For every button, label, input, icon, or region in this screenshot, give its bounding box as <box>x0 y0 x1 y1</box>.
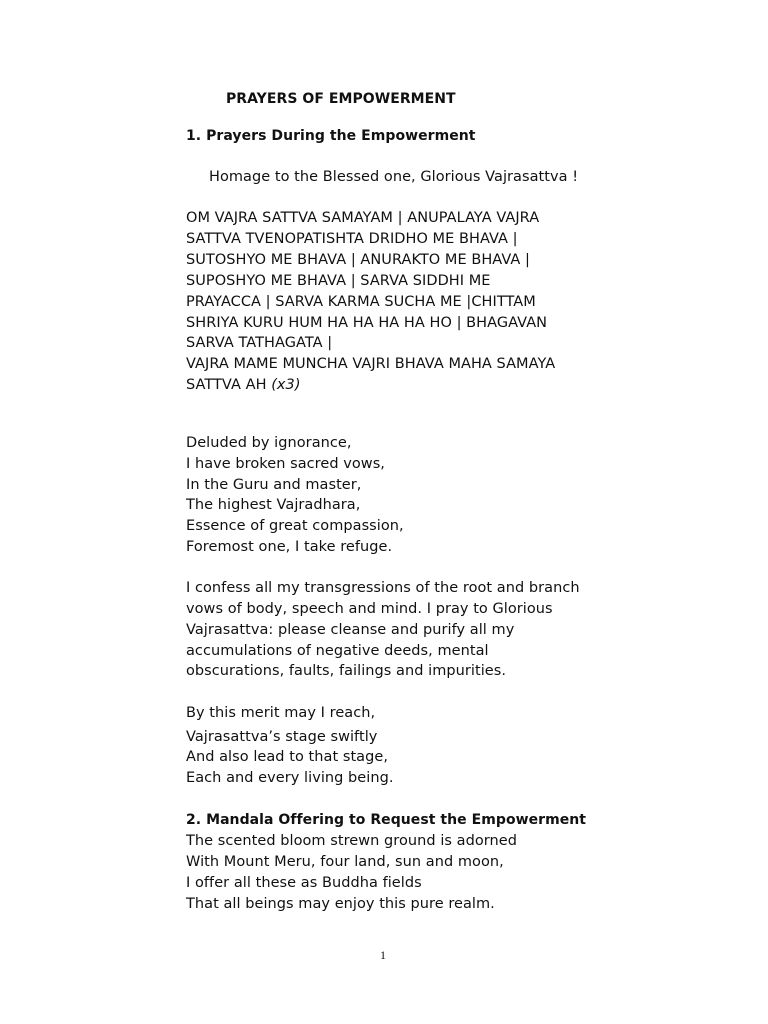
dedication-line: And also lead to that stage, <box>186 749 388 765</box>
section-2-heading: 2. Mandala Offering to Request the Empowerment <box>186 812 587 828</box>
dedication-line: By this merit may I reach, <box>186 705 376 721</box>
mantra-line: SARVA TATHAGATA | <box>186 335 333 351</box>
refuge-verse-line: Foremost one, I take refuge. <box>186 539 393 555</box>
refuge-verse-line: In the Guru and master, <box>186 477 362 493</box>
confession-line: obscurations, faults, failings and impurities. <box>186 663 507 679</box>
dedication-line: Vajrasattva’s stage swiftly <box>186 729 378 745</box>
mantra-line: VAJRA MAME MUNCHA VAJRI BHAVA MAHA SAMAYA <box>186 356 556 372</box>
mantra-line: PRAYACCA | SARVA KARMA SUCHA ME |CHITTAM <box>186 294 536 310</box>
mantra-repeat-count: (x3) <box>271 377 301 393</box>
mantra-line: SHRIYA KURU HUM HA HA HA HA HO | BHAGAVAN <box>186 315 548 331</box>
mandala-offering-line: With Mount Meru, four land, sun and moon, <box>186 854 504 870</box>
mantra-line: SATTVA TVENOPATISHTA DRIDHO ME BHAVA | <box>186 231 518 247</box>
dedication-line: Each and every living being. <box>186 770 394 786</box>
refuge-verse-line: Essence of great compassion, <box>186 518 404 534</box>
section-1-heading: 1. Prayers During the Empowerment <box>186 128 476 144</box>
document-title: PRAYERS OF EMPOWERMENT <box>226 91 456 107</box>
homage-line: Homage to the Blessed one, Glorious Vajrasattva ! <box>209 169 579 185</box>
refuge-verse-line: The highest Vajradhara, <box>186 497 361 513</box>
mantra-last-text: SATTVA AH <box>186 377 267 393</box>
mantra-line: SUTOSHYO ME BHAVA | ANURAKTO ME BHAVA | <box>186 252 530 268</box>
mandala-offering-line: The scented bloom strewn ground is adorned <box>186 833 517 849</box>
confession-line: I confess all my transgressions of the root and branch <box>186 580 580 596</box>
mantra-last-line <box>186 375 301 395</box>
confession-line: Vajrasattva: please cleanse and purify all my <box>186 622 515 638</box>
mandala-offering-line: That all beings may enjoy this pure realm. <box>186 896 495 912</box>
confession-line: accumulations of negative deeds, mental <box>186 643 489 659</box>
page-number: 1 <box>380 948 386 962</box>
mantra-line: SUPOSHYO ME BHAVA | SARVA SIDDHI ME <box>186 273 491 289</box>
refuge-verse-line: Deluded by ignorance, <box>186 435 352 451</box>
mantra-line: OM VAJRA SATTVA SAMAYAM | ANUPALAYA VAJRA <box>186 210 540 226</box>
mandala-offering-line: I offer all these as Buddha fields <box>186 875 422 891</box>
confession-line: vows of body, speech and mind. I pray to Glorious <box>186 601 553 617</box>
refuge-verse-line: I have broken sacred vows, <box>186 456 385 472</box>
